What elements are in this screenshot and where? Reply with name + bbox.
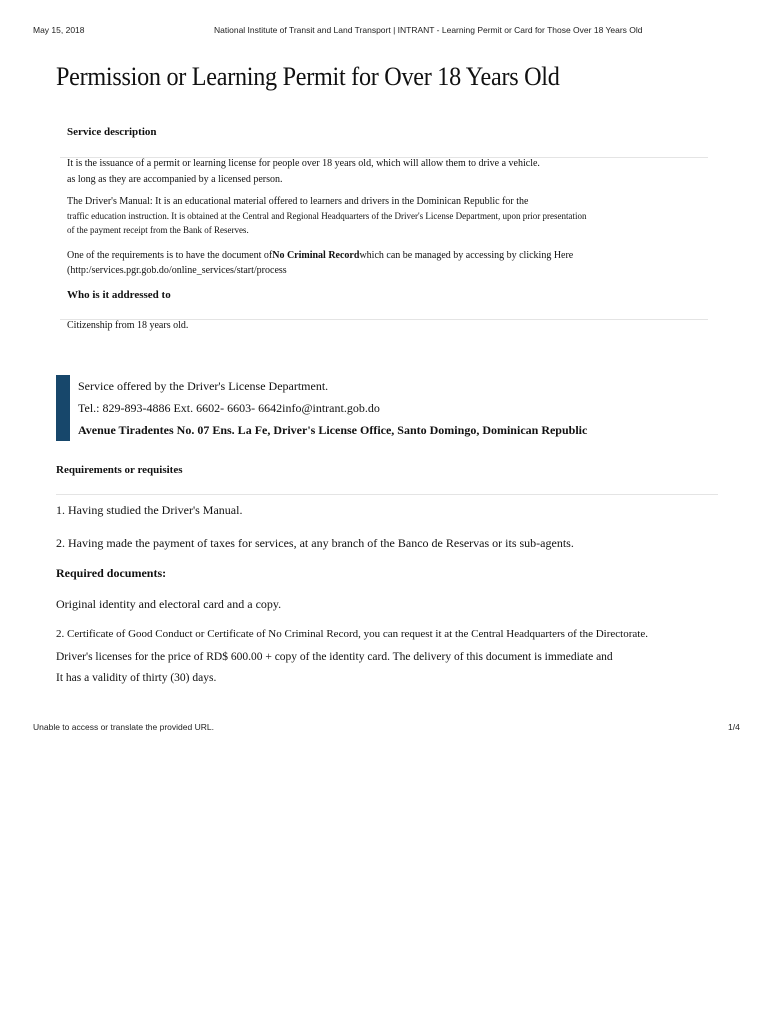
addressed-label: Who is it addressed to (67, 289, 171, 301)
callout-service-line: Service offered by the Driver's License Department. (78, 379, 329, 393)
requirement-item-1: 1. Having studied the Driver's Manual. (56, 503, 243, 517)
print-date: May 15, 2018 (33, 25, 85, 35)
page-title: Permission or Learning Permit for Over 18 Years Old (56, 62, 560, 91)
criminal-record-prefix: One of the requirements is to have the document of (67, 250, 273, 261)
addressed-text: Citizenship from 18 years old. (67, 320, 189, 331)
description-paragraph-1-line-1: It is the issuance of a permit or learning license for people over 18 years old, which will allow them to drive a vehicle. (67, 158, 540, 169)
description-paragraph-1-line-2: as long as they are accompanied by a licensed person. (67, 174, 283, 185)
required-document-2-line-2: Driver's licenses for the price of RD$ 600.00 + copy of the identity card. The delivery of this document is immediate and (56, 651, 613, 663)
section-divider (56, 494, 718, 495)
required-documents-label: Required documents: (56, 566, 167, 580)
description-paragraph-2-line-2: traffic education instruction. It is obtained at the Central and Regional Headquarters of the Driver's License Department, upon prior presentation (67, 211, 587, 221)
print-page-title: National Institute of Transit and Land Transport | INTRANT - Learning Permit or Card for Those Over 18 Years Old (214, 25, 643, 35)
callout-contact-line: Tel.: 829-893-4886 Ext. 6602- 6603- 6642info@intrant.gob.do (78, 401, 380, 415)
description-paragraph-2-line-3: of the payment receipt from the Bank of Reserves. (67, 225, 249, 235)
callout-accent-bar (56, 375, 70, 441)
criminal-record-url[interactable]: (http:/services.pgr.gob.do/online_services/start/process (67, 265, 287, 276)
description-paragraph-2-line-1: The Driver's Manual: It is an educational material offered to learners and drivers in the Dominican Republic for the (67, 196, 529, 207)
required-document-1: Original identity and electoral card and a copy. (56, 597, 282, 611)
callout-address-line: Avenue Tiradentes No. 07 Ens. La Fe, Driver's License Office, Santo Domingo, Dominican Republic (78, 423, 588, 437)
contact-callout (56, 375, 706, 441)
requirement-item-2: 2. Having made the payment of taxes for services, at any branch of the Banco de Reservas or its sub-agents. (56, 536, 574, 550)
criminal-record-link-text[interactable]: which can be managed by accessing by clicking Here (359, 250, 574, 261)
criminal-record-term: No Criminal Record (272, 250, 360, 261)
description-paragraph-3-line-1 (67, 250, 573, 262)
required-document-2-line-1: 2. Certificate of Good Conduct or Certificate of No Criminal Record, you can request it at the Central Headquarters of the Directorate. (56, 628, 648, 640)
page-number: 1/4 (728, 722, 740, 732)
requirements-label: Requirements or requisites (56, 464, 183, 476)
print-footer-note: Unable to access or translate the provided URL. (33, 722, 214, 732)
required-document-2-line-3: It has a validity of thirty (30) days. (56, 672, 217, 684)
service-description-label: Service description (67, 126, 157, 138)
